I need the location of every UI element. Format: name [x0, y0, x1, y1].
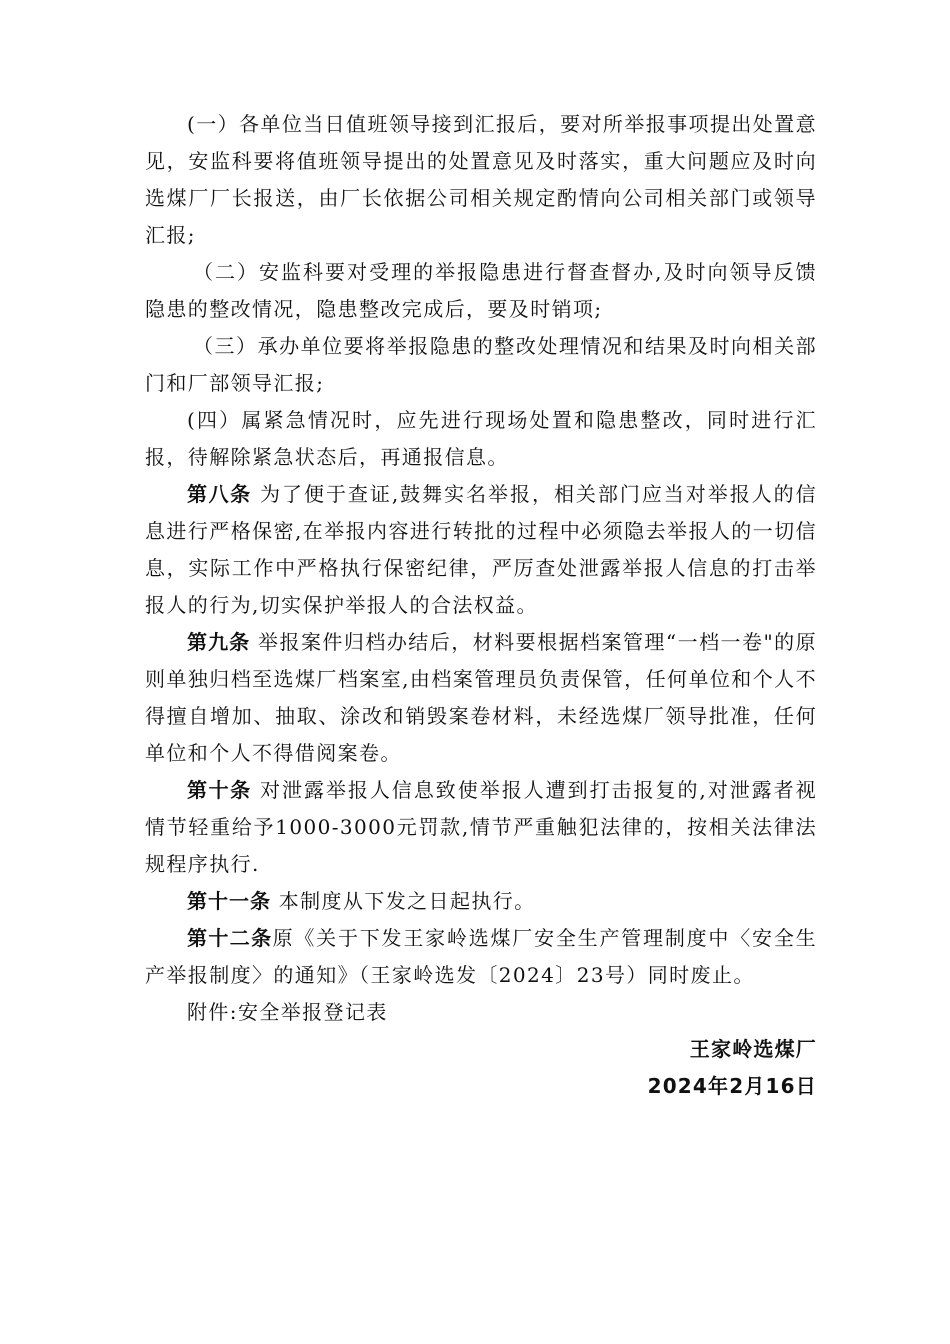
signature-organization: 王家岭选煤厂 — [689, 1037, 817, 1061]
item-2-paragraph: （二）安监科要对受理的举报隐患进行督查督办,及时向领导反馈隐患的整改情况，隐患整改完成后，要及时销项; — [145, 260, 817, 321]
article-10-text: 对泄露举报人信息致使举报人遭到打击报复的,对泄露者视情节轻重给予1000-3000元罚款,情节严重触犯法律的，按相关法律法规程序执行. — [145, 778, 818, 876]
article-12-paragraph — [145, 920, 817, 994]
document-page — [145, 106, 817, 1105]
article-8-paragraph — [145, 476, 817, 624]
article-8-heading: 第八条 — [187, 482, 252, 506]
article-11-text: 本制度从下发之日起执行。 — [271, 889, 536, 913]
item-3-paragraph: （三）承办单位要将举报隐患的整改处理情况和结果及时向相关部门和厂部领导汇报; — [145, 334, 817, 395]
article-9-text: 举报案件归档办结后，材料要根据档案管理“一档一卷"的原则单独归档至选煤厂档案室,由档案管理员负责保管，任何单位和个人不得擅自增加、抽取、涂改和销毁案卷材料，未经选煤厂领导批准，任何单位和个人不得借阅案卷。 — [145, 630, 817, 765]
article-8-text: 为了便于查证,鼓舞实名举报，相关部门应当对举报人的信息进行严格保密,在举报内容进行转批的过程中必须隐去举报人的一切信息，实际工作中严格执行保密纪律，严厉查处泄露举报人信息的打击举报人的行为,切实保护举报人的合法权益。 — [145, 482, 818, 617]
article-10-heading: 第十条 — [187, 778, 252, 802]
article-9-paragraph — [145, 624, 817, 772]
item-4-paragraph: (四）属紧急情况时，应先进行现场处置和隐患整改，同时进行汇报，待解除紧急状态后，再通报信息。 — [145, 408, 817, 469]
attachment-line: 附件:安全举报登记表 — [187, 1000, 388, 1024]
article-12-heading: 第十二条 — [187, 926, 273, 950]
article-11-paragraph — [145, 883, 817, 920]
article-12-text: 原《关于下发王家岭选煤厂安全生产管理制度中〈安全生产举报制度〉的通知》（王家岭选发〔2024〕23号）同时废止。 — [145, 926, 818, 987]
item-1-paragraph: (一）各单位当日值班领导接到汇报后，要对所举报事项提出处置意见，安监科要将值班领导提出的处置意见及时落实，重大问题应及时向选煤厂厂长报送，由厂长依据公司相关规定酌情向公司相关部门或领导汇报; — [145, 112, 817, 247]
article-9-heading: 第九条 — [187, 630, 251, 654]
article-11-heading: 第十一条 — [187, 889, 271, 913]
signature-date: 2024年2月16日 — [647, 1074, 817, 1098]
article-10-paragraph — [145, 772, 817, 883]
